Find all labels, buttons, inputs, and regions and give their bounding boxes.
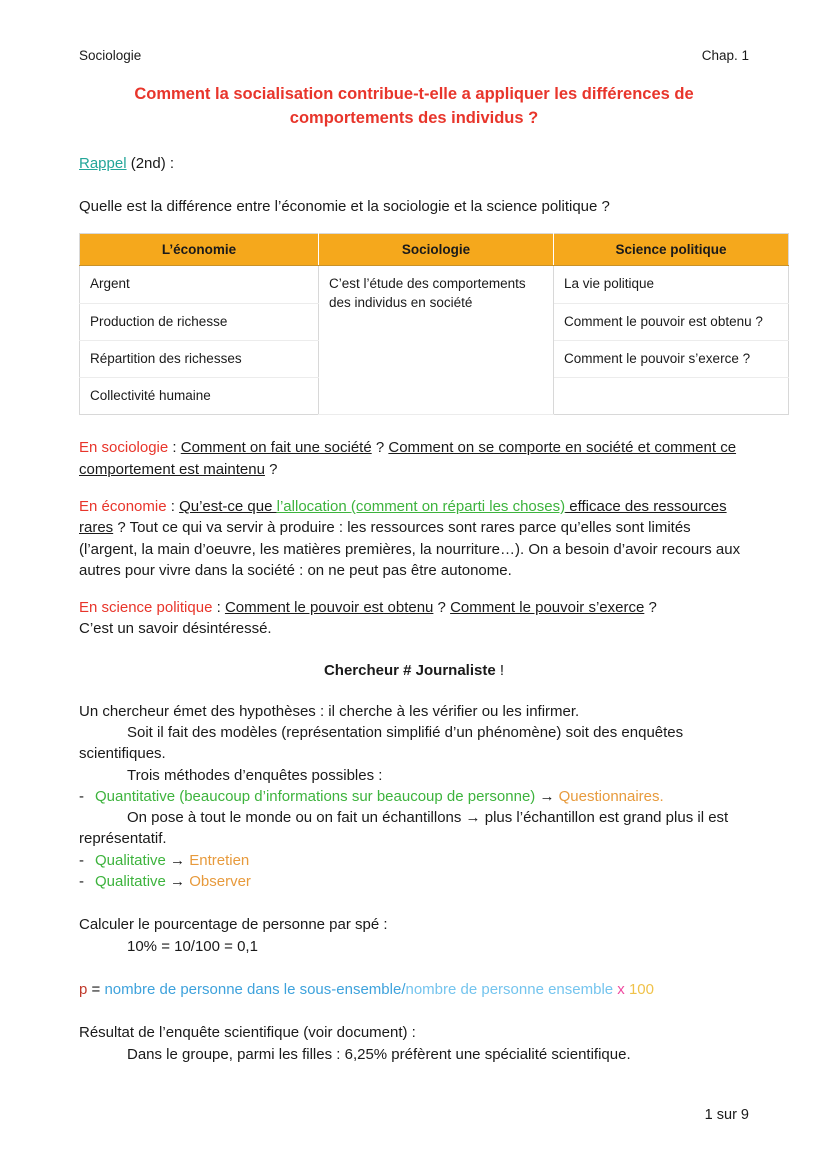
methode-1-paren: (beaucoup d’informations sur beaucoup de personne) [175, 787, 536, 805]
economie-green-allocation: l’allocation [276, 497, 351, 515]
formule-times: x [613, 980, 629, 998]
pourcentage-line-1: Calculer le pourcentage de personne par spé : [79, 916, 388, 934]
label-economie: En économie [79, 497, 167, 515]
chercheur-heading [79, 662, 749, 679]
page-number-footer: 1 sur 9 [704, 1107, 749, 1123]
cell-science-2: Comment le pouvoir est obtenu ? [554, 303, 789, 340]
comparison-table [79, 233, 789, 415]
methode-item-quantitative [79, 786, 749, 807]
cell-sociologie: C’est l’étude des comportements des individus en société [319, 266, 554, 415]
formule-denominateur: nombre de personne ensemble [405, 980, 614, 998]
methode-1-note [79, 807, 749, 850]
comparison-question: Quelle est la différence entre l’économie et la sociologie et la science politique ? [79, 198, 610, 216]
resultat-line-1: Résultat de l’enquête scientifique (voir document) : [79, 1024, 416, 1042]
economie-underline-1: Qu’est-ce que [179, 497, 277, 515]
arrow-icon: → [539, 787, 555, 805]
hypotheses-line-2 [79, 722, 749, 765]
sociologie-end: ? [264, 460, 278, 478]
cell-science-3: Comment le pouvoir s’exerce ? [554, 340, 789, 377]
sociologie-colon: : [168, 439, 181, 457]
methode-item-qualitative-entretien [79, 850, 749, 871]
chercheur-bold-text: Chercheur # Journaliste [323, 661, 496, 679]
label-sociologie: En sociologie [79, 439, 169, 457]
table-header-science-politique: Science politique [554, 234, 789, 266]
science-politique-end: ? [644, 599, 657, 617]
resultat-line-2-text: Dans le groupe, parmi les filles : 6,25% préfèrent une spécialité scientifique. [127, 1045, 631, 1063]
hypotheses-line-3-text: Trois méthodes d’enquêtes possibles : [127, 766, 383, 784]
economie-green-paren: (comment on réparti les choses) [350, 497, 566, 515]
methode-3-name: Qualitative [95, 873, 166, 891]
hypotheses-line-1: Un chercheur émet des hypothèses : il cherche à les vérifier ou les infirmer. [79, 702, 580, 720]
sociologie-mid: ? [371, 439, 389, 457]
pourcentage-line-2-text: 10% = 10/100 = 0,1 [127, 937, 258, 955]
formule-cent: 100 [628, 980, 654, 998]
cell-economie-4: Collectivité humaine [80, 378, 319, 415]
arrow-icon: → [170, 851, 186, 869]
economie-colon: : [166, 497, 180, 515]
methode-1-result: Questionnaires [558, 787, 660, 805]
subject-label: Sociologie [79, 48, 142, 63]
science-politique-colon: : [212, 599, 225, 617]
methode-2-result: Entretien [189, 851, 250, 869]
document-content [79, 48, 763, 1065]
resultat-line-2 [79, 1044, 749, 1065]
methode-1-period: . [659, 787, 664, 805]
cell-economie-3: Répartition des richesses [80, 340, 319, 377]
hypotheses-line-2-text: Soit il fait des modèles (représentation simplifié d’un phénomène) soit des enquêtes scientifiques. [79, 723, 684, 763]
dash-bullet-icon: - [79, 873, 84, 891]
formule-slash: / [401, 980, 406, 998]
formule-numerateur: nombre de personne dans le sous-ensemble [104, 980, 402, 998]
label-science-politique: En science politique [79, 599, 213, 617]
paragraph-science-politique [79, 597, 749, 618]
hypotheses-line-3 [79, 765, 749, 786]
economie-rest: ? Tout ce qui va servir à produire : les ressources sont rares parce qu’elles sont limités (l’argent, la main d’oeuvre, les matières premières, la nourriture…). On a besoin d’avoir recours aux autres pour vivre dans la société : on ne peut pas être autonome. [79, 519, 741, 579]
paragraph-economie [79, 496, 749, 581]
table-header-sociologie: Sociologie [319, 234, 554, 266]
methode-1-note-text: On pose à tout le monde ou on fait un échantillons → plus l’échantillon est grand plus il est représentatif. [79, 809, 729, 848]
science-politique-question-1: Comment le pouvoir est obtenu [224, 599, 434, 617]
formule-equals: = [87, 980, 105, 998]
rappel-line [79, 153, 749, 174]
methode-item-qualitative-observer [79, 871, 749, 892]
page-header [79, 48, 749, 63]
table-header-economie: L’économie [80, 234, 319, 266]
table-header-row [80, 234, 789, 266]
cell-science-1: La vie politique [554, 266, 789, 303]
paragraph-sociologie [79, 437, 749, 480]
methode-3-result: Observer [189, 873, 251, 891]
formule-pourcentage [79, 979, 749, 1000]
page-title: Comment la socialisation contribue-t-elle a appliquer les différences de comportements des individus ? [134, 85, 694, 127]
chercheur-exclamation: ! [495, 661, 505, 679]
formule-p: p [79, 980, 88, 998]
rappel-suffix: (2nd) : [126, 154, 175, 172]
arrow-icon: → [170, 873, 186, 891]
chapter-label: Chap. 1 [701, 48, 749, 63]
dash-bullet-icon: - [79, 851, 84, 869]
rappel-link[interactable]: Rappel [79, 154, 127, 172]
cell-economie-2: Production de richesse [80, 303, 319, 340]
science-politique-mid: ? [433, 599, 451, 617]
methode-2-name: Qualitative [95, 851, 166, 869]
sociologie-question-1: Comment on fait une société [180, 439, 372, 457]
science-politique-question-2: Comment le pouvoir s’exerce [450, 599, 645, 617]
science-politique-line2: C’est un savoir désintéressé. [79, 620, 272, 638]
cell-economie-1: Argent [80, 266, 319, 303]
pourcentage-line-2 [79, 936, 749, 957]
cell-science-4 [554, 378, 789, 415]
sociologie-question-2: Comment on se comporte en société et comment ce comportement est maintenu [79, 439, 737, 478]
methode-1-name: Quantitative [95, 787, 176, 805]
dash-bullet-icon: - [79, 787, 84, 805]
economie-underline-2: efficace des ressources rares [79, 497, 727, 537]
table-row [80, 266, 789, 303]
